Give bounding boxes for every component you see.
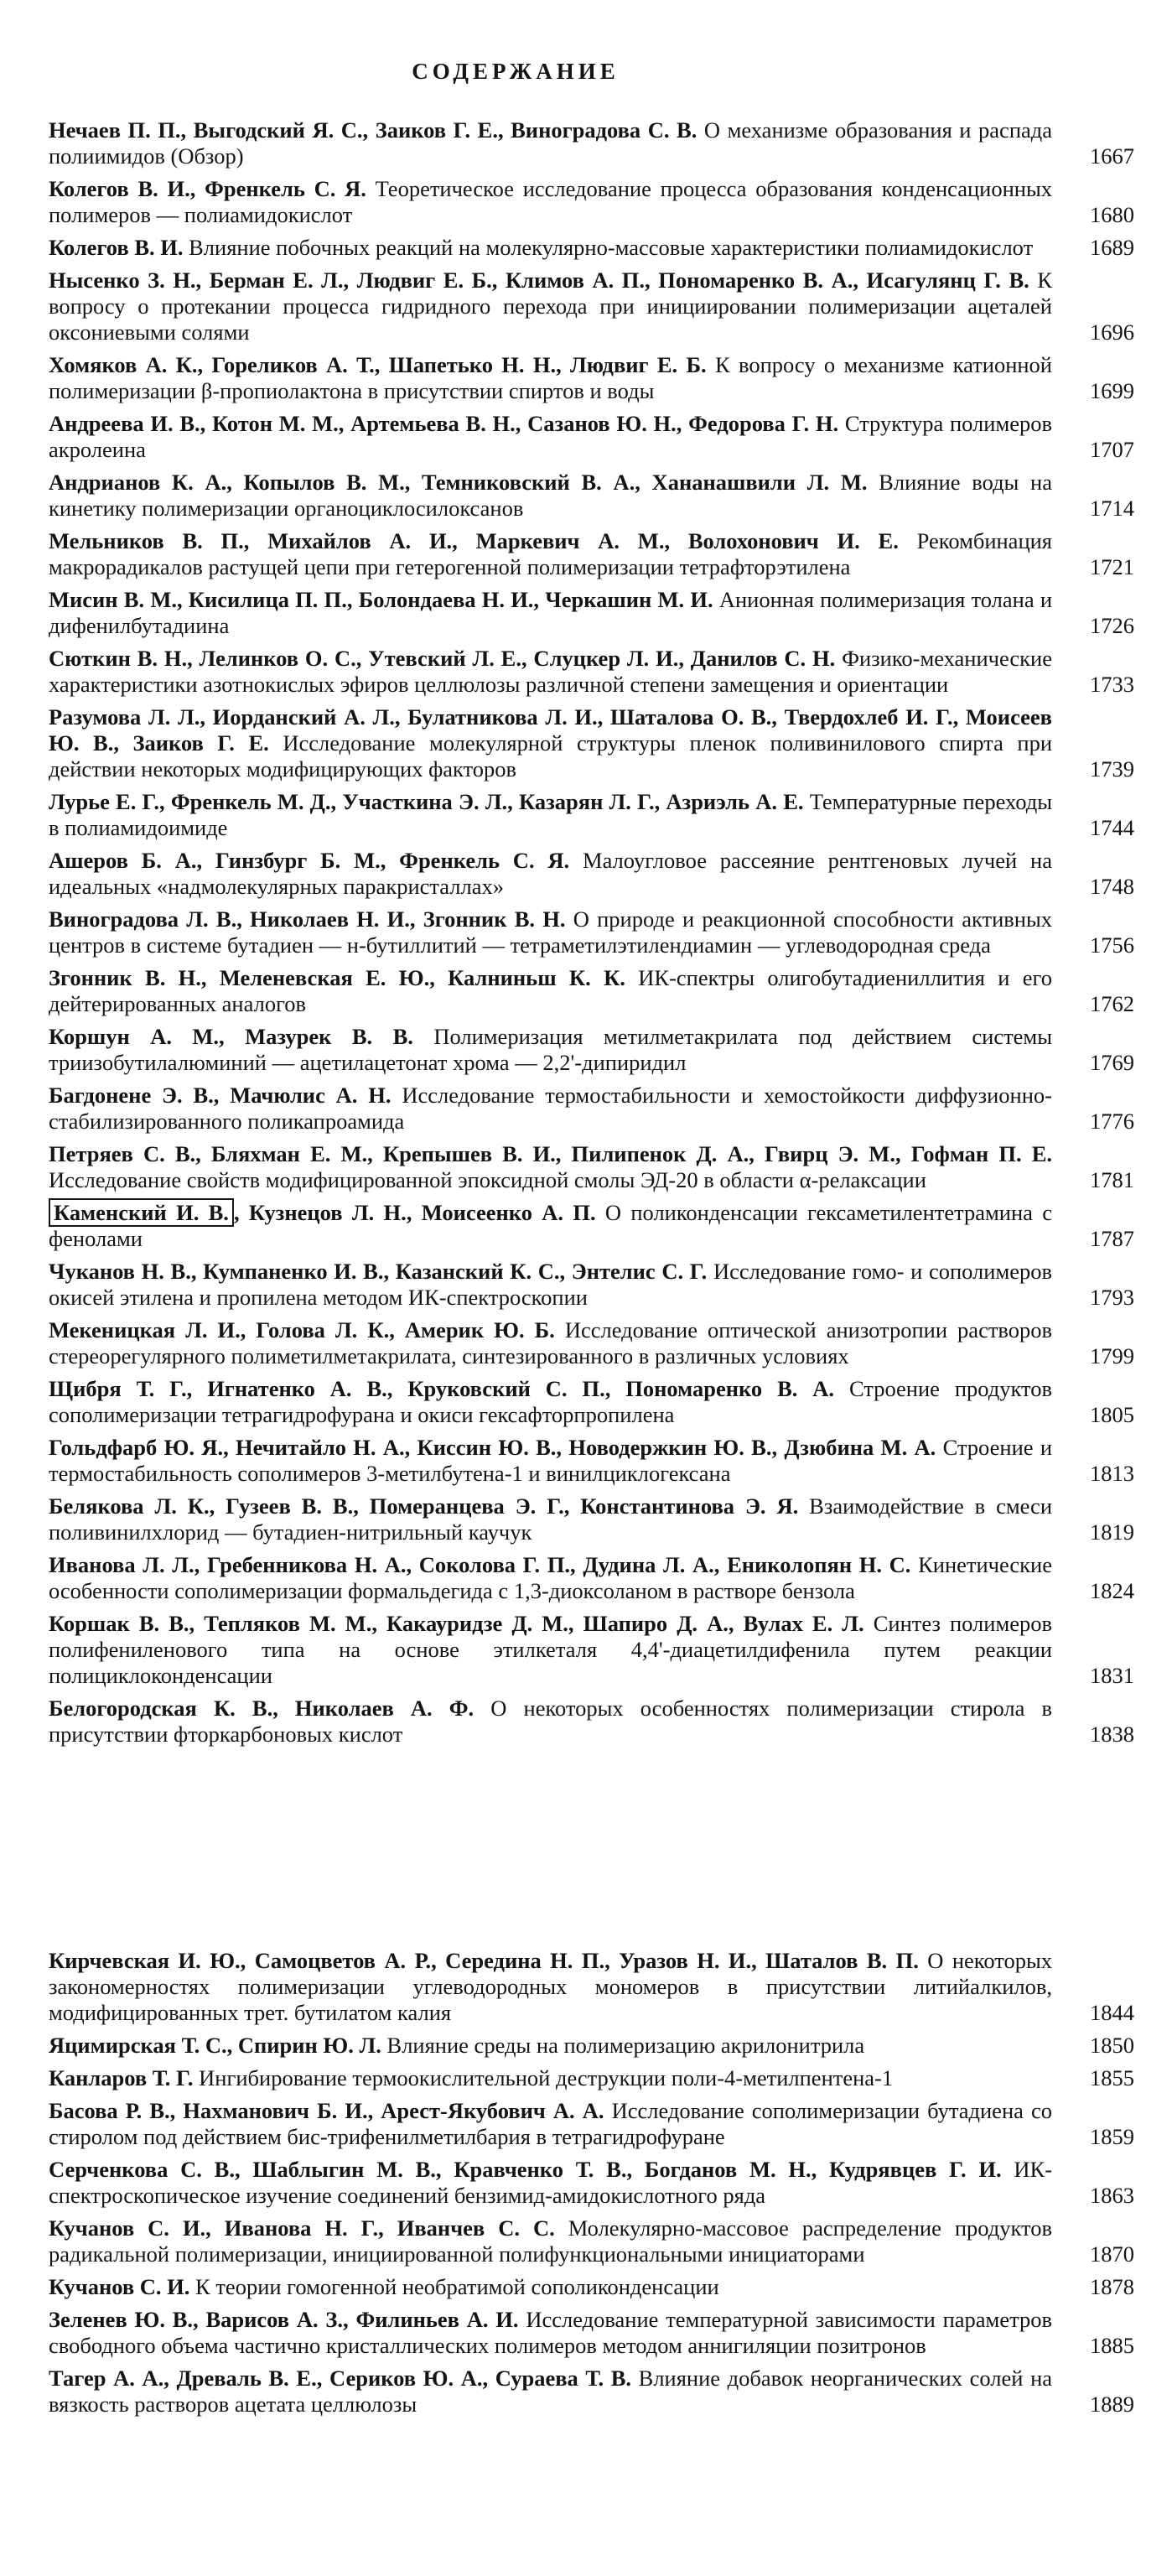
toc-entry (49, 117, 1134, 169)
entry-page: 1813 (1090, 1461, 1134, 1486)
entry-page: 1844 (1090, 2000, 1134, 2025)
entry-authors: Андреева И. В., Котон М. М., Артемьева В. Н., Сазанов Ю. Н., Федорова Г. Н. (49, 411, 839, 436)
entry-authors: Хомяков А. К., Гореликов А. Т., Шапетько Н. Н., Людвиг Е. Б. (49, 352, 707, 377)
entry-page: 1680 (1090, 202, 1134, 227)
entry-authors: Виноградова Л. В., Николаев Н. И., Згонник В. Н. (49, 906, 566, 932)
entry-authors: Белогородская К. В., Николаев А. Ф. (49, 1696, 475, 1721)
entry-title: Структура полимеров акролеина (49, 411, 1052, 462)
entry-page: 1776 (1090, 1109, 1134, 1134)
entry-authors: Згонник В. Н., Меленевская Е. Ю., Калниньш К. К. (49, 965, 625, 990)
entry-page: 1863 (1090, 2183, 1134, 2208)
entry-authors: Сюткин В. Н., Лелинков О. С., Утевский Л. Е., Слуцкер Л. И., Данилов С. Н. (49, 646, 836, 671)
entry-title: Полимеризация метилметакрилата под действием системы триизобутилалюминий — ацетилацетонат хрома — 2,2'-дипиридил (49, 1024, 1052, 1075)
entry-page: 1793 (1090, 1285, 1134, 1310)
entry-title: Строение и термостабильность сополимеров 3-метилбутена-1 и винилциклогексана (49, 1435, 1053, 1486)
entry-page: 1855 (1090, 2065, 1134, 2090)
toc-entry (49, 2098, 1134, 2150)
entry-authors: Разумова Л. Л., Иорданский А. Л., Булатникова Л. И., Шаталова О. В., Твердохлеб И. Г., Моисеев Ю. В., Заиков Г. Е. (49, 704, 1052, 756)
entry-page: 1878 (1090, 2274, 1134, 2299)
entry-title: Исследование термостабильности и хемостойкости диффузионно-стабилизированного поликапроамида (49, 1083, 1052, 1134)
entry-title: О некоторых закономерностях полимеризации углеводородных мономеров в присутствии литийалкилов, модифицированных трет. бутилатом калия (49, 1948, 1053, 2025)
entry-page: 1819 (1090, 1519, 1134, 1545)
entry-title: Исследование температурной зависимости параметров свободного объема частично кристаллических полимеров методом аннигиляции позитронов (49, 2307, 1052, 2358)
boxed-author: Каменский И. В. (49, 1198, 234, 1227)
entry-title: Исследование оптической анизотропии растворов стереорегулярного полиметилметакрилата, синтезированного в различных условиях (49, 1317, 1053, 1368)
entry-title: Влияние добавок неорганических солей на вязкость растворов ацетата целлюлозы (49, 2366, 1053, 2417)
entry-authors: Яцимирская Т. С., Спирин Ю. Л. (49, 2033, 381, 2058)
toc-entry (49, 2307, 1134, 2359)
entry-authors: Канларов Т. Г. (49, 2065, 194, 2090)
entry-authors: Мисин В. М., Кисилица П. П., Болондаева Н. И., Черкашин М. И. (49, 587, 713, 612)
entry-authors: Басова Р. В., Нахманович Б. И., Арест-Якубович А. А. (49, 2098, 604, 2123)
toc-entry (49, 2033, 1134, 2059)
entry-page: 1689 (1090, 235, 1134, 260)
entry-title: Исследование молекулярной структуры пленок поливинилового спирта при действии некоторых модифицирующих факторов (49, 730, 1053, 782)
entry-title: Малоугловое рассеяние рентгеновых лучей на идеальных «надмолекулярных паракристаллах» (49, 848, 1052, 899)
toc-entry (49, 1552, 1134, 1604)
toc-entry (49, 267, 1134, 345)
entry-authors: Нысенко З. Н., Берман Е. Л., Людвиг Е. Б., Климов А. П., Пономаренко В. А., Исагулянц Г. В. (49, 267, 1029, 293)
entry-authors: Мельников В. П., Михайлов А. И., Маркевич А. М., Волохонович И. Е. (49, 528, 899, 553)
toc-entry (49, 848, 1134, 900)
entry-authors: Щибря Т. Г., Игнатенко А. В., Круковский С. П., Пономаренко В. А. (49, 1376, 835, 1401)
entry-authors: Петряев С. В., Бляхман Е. М., Крепышев В. И., Пилипенок Д. А., Гвирц Э. М., Гофман П. Е. (49, 1141, 1052, 1166)
entry-title: Строение продуктов сополимеризации тетрагидрофурана и окиси гексафторпропилена (49, 1376, 1052, 1427)
toc-entry (49, 1317, 1134, 1369)
toc-section-short (49, 1948, 1134, 2424)
entry-title: Рекомбинация макрорадикалов растущей цепи при гетерогенной полимеризации тетрафторэтилена (49, 528, 1052, 579)
entry-authors: Нечаев П. П., Выгодский Я. С., Заиков Г. Е., Виноградова С. В. (49, 117, 697, 143)
toc-entry (49, 470, 1134, 522)
entry-authors: Колегов В. И., Френкель С. Я. (49, 176, 366, 201)
entry-page: 1726 (1090, 613, 1134, 638)
entry-page: 1714 (1090, 496, 1134, 521)
entry-title: Температурные переходы в полиамидоимиде (49, 789, 1052, 840)
entry-page: 1885 (1090, 2333, 1134, 2358)
entry-page: 1667 (1090, 143, 1134, 169)
toc-entry (49, 1083, 1134, 1135)
toc-entry (49, 1141, 1134, 1193)
toc-entry (49, 587, 1134, 639)
toc-entry (49, 646, 1134, 698)
entry-title: К вопросу о механизме катионной полимеризации β-пропиолактона в присутствии спиртов и воды (49, 352, 1052, 403)
toc-entry (49, 2065, 1134, 2091)
entry-title: Исследование гомо- и сополимеров окисей этилена и пропилена методом ИК-спектроскопии (49, 1259, 1053, 1310)
entry-page: 1696 (1090, 319, 1134, 345)
entry-page: 1889 (1090, 2392, 1134, 2417)
toc-entry (49, 906, 1134, 958)
entry-title: Исследование сополимеризации бутадиена со стиролом под действием бис-трифенилметилбария в тетрагидрофуране (49, 2098, 1052, 2149)
entry-authors: Кучанов С. И. (49, 2274, 190, 2299)
entry-title: Взаимодействие в смеси поливинилхлорид — бутадиен-нитрильный каучук (49, 1493, 1053, 1545)
entry-authors: Гольдфарб Ю. Я., Нечитайло Н. А., Киссин Ю. В., Новодержкин Ю. В., Дзюбина М. А. (49, 1435, 936, 1460)
toc-entry (49, 411, 1134, 463)
toc-entry (49, 2366, 1134, 2418)
entry-title: К вопросу о протекании процесса гидридного перехода при инициировании полимеризации ацеталей оксониевыми солями (49, 267, 1052, 345)
entry-page: 1859 (1090, 2124, 1134, 2149)
entry-title: О некоторых особенностях полимеризации стирола в присутствии фторкарбоновых кислот (49, 1696, 1052, 1747)
entry-authors: Чуканов Н. В., Кумпаненко И. В., Казанский К. С., Энтелис С. Г. (49, 1259, 708, 1284)
toc-entry (49, 965, 1134, 1017)
entry-authors: Багдонене Э. В., Мачюлис А. Н. (49, 1083, 392, 1108)
entry-page: 1707 (1090, 437, 1134, 462)
entry-page: 1831 (1090, 1663, 1134, 1688)
entry-title: О природе и реакционной способности активных центров в системе бутадиен — н-бутиллитий — тетраметилэтилендиамин — углеводородная среда (49, 906, 1052, 958)
toc-entry (49, 2157, 1134, 2209)
entry-title: О поликонденсации гексаметилентетрамина с фенолами (49, 1200, 1052, 1251)
entry-title: Физико-механические характеристики азотнокислых эфиров целлюлозы различной степени замещения и ориентации (49, 646, 1053, 697)
entry-page: 1748 (1090, 874, 1134, 899)
entry-title: Влияние воды на кинетику полимеризации органоциклосилоксанов (49, 470, 1053, 521)
entry-authors: Коршун А. М., Мазурек В. В. (49, 1024, 413, 1049)
entry-authors: Тагер А. А., Древаль В. Е., Сериков Ю. А., Сураева Т. В. (49, 2366, 632, 2391)
entry-authors: Мекеницкая Л. И., Голова Л. К., Америк Ю. Б. (49, 1317, 555, 1343)
toc-entry (49, 704, 1134, 782)
toc-entry (49, 1024, 1134, 1076)
toc-entry (49, 2274, 1134, 2300)
toc-entry (49, 1259, 1134, 1311)
entry-page: 1744 (1090, 815, 1134, 840)
entry-authors: Белякова Л. К., Гузеев В. В., Померанцева Э. Г., Константинова Э. Я. (49, 1493, 799, 1519)
entry-page: 1699 (1090, 378, 1134, 403)
toc-entry (49, 1435, 1134, 1487)
entry-authors: Колегов В. И. (49, 235, 184, 260)
entry-page: 1781 (1090, 1167, 1134, 1192)
entry-authors: Андрианов К. А., Копылов В. М., Темниковский В. А., Хананашвили Л. М. (49, 470, 868, 495)
entry-authors: Коршак В. В., Тепляков М. М., Какауридзе Д. М., Шапиро Д. А., Вулах Е. Л. (49, 1611, 864, 1636)
entry-title: Синтез полимеров полифениленового типа на основе этилкеталя 4,4'-диацетилдифенила путем реакции полициклоконденсации (49, 1611, 1053, 1688)
entry-page: 1799 (1090, 1343, 1134, 1368)
entry-title: Исследование свойств модифицированной эпоксидной смолы ЭД-20 в области α-релаксации (49, 1167, 926, 1192)
entry-authors: , Кузнецов Л. Н., Моисеенко А. П. (233, 1200, 596, 1225)
entry-title: Влияние среды на полимеризацию акрилонитрила (386, 2033, 865, 2058)
entry-authors: Кирчевская И. Ю., Самоцветов А. Р., Середина Н. П., Уразов Н. И., Шаталов В. П. (49, 1948, 919, 1973)
entry-title: Кинетические особенности сополимеризации формальдегида с 1,3-диоксоланом в растворе бензола (49, 1552, 1053, 1603)
toc-entry (49, 528, 1134, 580)
entry-authors: Серченкова С. В., Шаблыгин М. В., Кравченко Т. В., Богданов М. Н., Кудрявцев Г. И. (49, 2157, 1002, 2182)
entry-page: 1739 (1090, 756, 1134, 782)
toc-entry (49, 789, 1134, 841)
entry-title: К теории гомогенной необратимой сополиконденсации (195, 2274, 719, 2299)
entry-authors: Лурье Е. Г., Френкель М. Д., Участкина Э. Л., Казарян Л. Г., Азриэль А. Е. (49, 789, 804, 814)
toc-entry (49, 176, 1134, 228)
toc-entry (49, 1376, 1134, 1428)
entry-page: 1838 (1090, 1722, 1134, 1747)
entry-page: 1721 (1090, 554, 1134, 579)
entry-title: Теоретическое исследование процесса образования конденсационных полимеров — полиамидокислот (49, 176, 1052, 227)
entry-page: 1850 (1090, 2033, 1134, 2058)
entry-page: 1870 (1090, 2241, 1134, 2267)
toc-entry (49, 352, 1134, 404)
toc-entry (49, 1493, 1134, 1545)
toc-entry (49, 1200, 1134, 1252)
entry-page: 1787 (1090, 1226, 1134, 1251)
toc-entry (49, 1948, 1134, 2026)
toc-section-main (49, 117, 1134, 1754)
entry-page: 1769 (1090, 1050, 1134, 1075)
toc-entry (49, 2215, 1134, 2267)
entry-page: 1756 (1090, 932, 1134, 958)
entry-title: О механизме образования и распада полиимидов (Обзор) (49, 117, 1053, 169)
entry-authors: Иванова Л. Л., Гребенникова Н. А., Соколова Г. П., Дудина Л. А., Ениколопян Н. С. (49, 1552, 911, 1577)
toc-entry (49, 1696, 1134, 1748)
entry-title: Анионная полимеризация толана и дифенилбутадиина (49, 587, 1053, 638)
entry-title: ИК-спектры олигобутадиениллития и его дейтерированных аналогов (49, 965, 1052, 1016)
toc-entry (49, 235, 1134, 261)
entry-title: Влияние побочных реакций на молекулярно-массовые характеристики полиамидокислот (189, 235, 1034, 260)
toc-entry (49, 1611, 1134, 1689)
entry-authors: Кучанов С. И., Иванова Н. Г., Иванчев С. С. (49, 2215, 555, 2241)
entry-authors: Зеленев Ю. В., Варисов А. З., Филиньев А. И. (49, 2307, 519, 2332)
entry-authors: Ашеров Б. А., Гинзбург Б. М., Френкель С. Я. (49, 848, 570, 873)
entry-page: 1762 (1090, 991, 1134, 1016)
entry-title: Ингибирование термоокислительной деструкции поли-4-метилпентена-1 (199, 2065, 894, 2090)
entry-page: 1824 (1090, 1578, 1134, 1603)
entry-page: 1805 (1090, 1402, 1134, 1427)
entry-title: Молекулярно-массовое распределение продуктов радикальной полимеризации, инициированной полифункциональными инициаторами (49, 2215, 1053, 2267)
page-title: СОДЕРЖАНИЕ (412, 59, 620, 84)
entry-page: 1733 (1090, 672, 1134, 697)
entry-title: ИК-спектроскопическое изучение соединений бензимид-амидокислотного ряда (49, 2157, 1053, 2208)
